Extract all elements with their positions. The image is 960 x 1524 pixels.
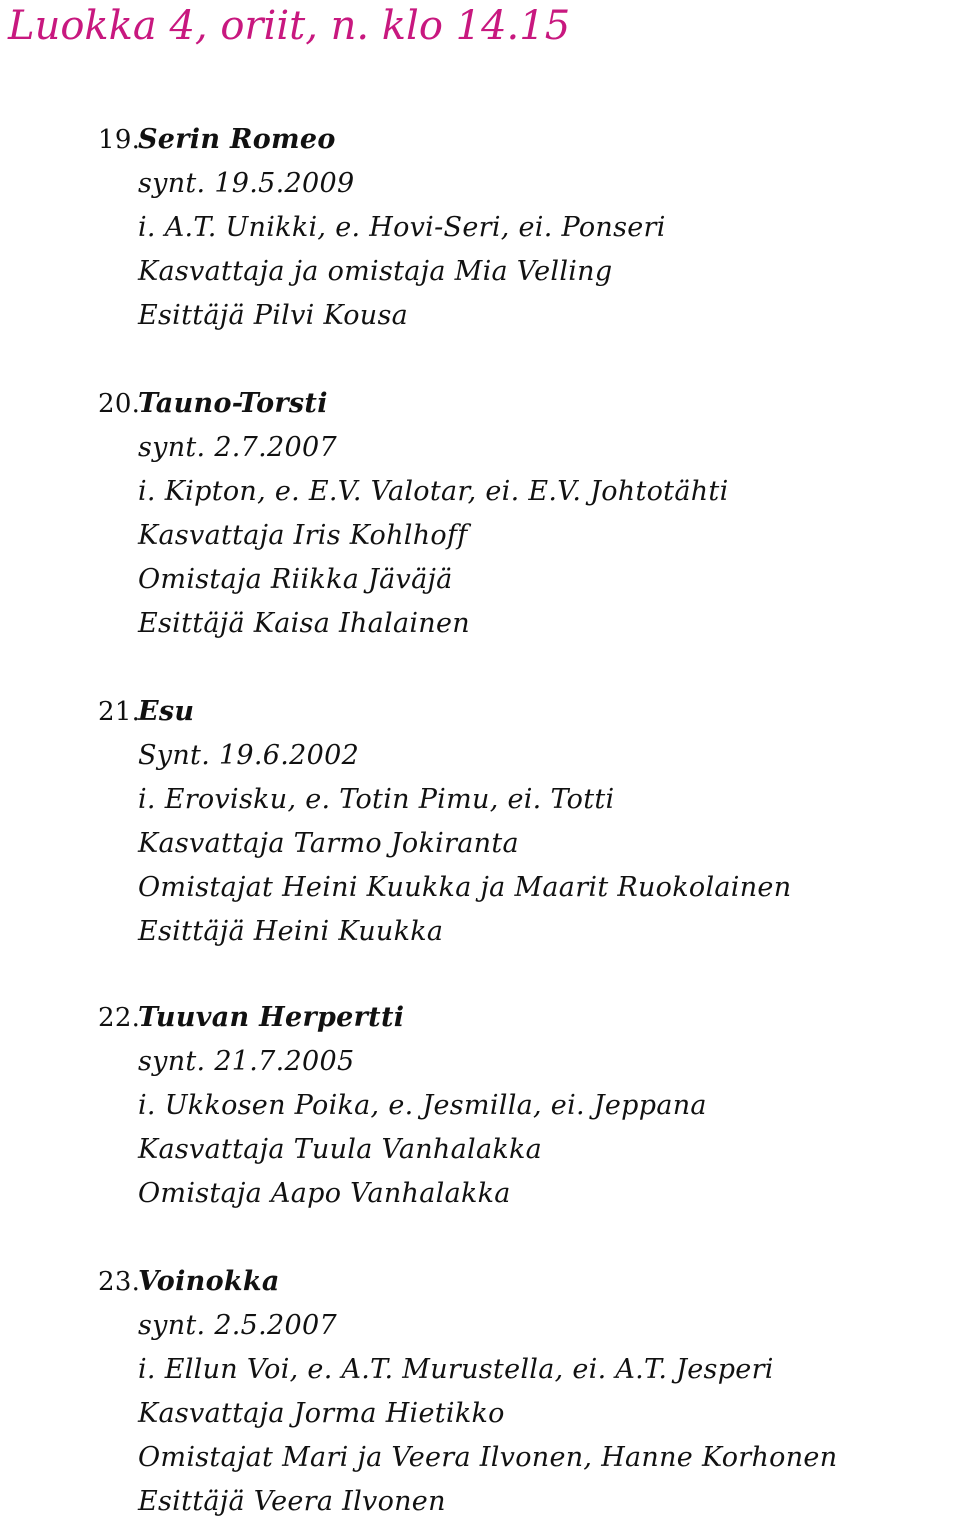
owner: Omistaja Aapo Vanhalakka: [138, 1178, 511, 1209]
breeder: Kasvattaja Iris Kohlhoff: [138, 520, 468, 551]
horse-name: Tuuvan Herpertti: [138, 1002, 405, 1033]
entry-21: [98, 690, 958, 954]
page-title: Luokka 4, oriit, n. klo 14.15: [8, 3, 571, 49]
entry-number: 21.: [98, 697, 141, 727]
entry-22: [98, 996, 958, 1216]
birth-date: synt. 2.7.2007: [138, 432, 337, 463]
horse-name: Esu: [138, 696, 195, 727]
owner: Omistaja Riikka Jäväjä: [138, 564, 453, 595]
pedigree: i. Kipton, e. E.V. Valotar, ei. E.V. Johtotähti: [138, 476, 729, 507]
entry-heading: [98, 996, 958, 1040]
birth-date: synt. 19.5.2009: [138, 168, 355, 199]
breeder: Kasvattaja Jorma Hietikko: [138, 1398, 505, 1429]
owners: Omistajat Mari ja Veera Ilvonen, Hanne Korhonen: [138, 1442, 838, 1473]
pedigree: i. Ellun Voi, e. A.T. Murustella, ei. A.T. Jesperi: [138, 1354, 774, 1385]
birth-date: synt. 21.7.2005: [138, 1046, 355, 1077]
entry-heading: [98, 382, 958, 426]
birth-date: Synt. 19.6.2002: [138, 740, 360, 771]
entry-19: [98, 118, 958, 338]
breeder: Kasvattaja Tuula Vanhalakka: [138, 1134, 543, 1165]
pedigree: i. Erovisku, e. Totin Pimu, ei. Totti: [138, 784, 615, 815]
handler: Esittäjä Heini Kuukka: [138, 916, 444, 947]
breeder: Kasvattaja Tarmo Jokiranta: [138, 828, 519, 859]
pedigree: i. Ukkosen Poika, e. Jesmilla, ei. Jeppana: [138, 1090, 707, 1121]
birth-date: synt. 2.5.2007: [138, 1310, 337, 1341]
pedigree: i. A.T. Unikki, e. Hovi-Seri, ei. Ponseri: [138, 212, 666, 243]
owners: Omistajat Heini Kuukka ja Maarit Ruokolainen: [138, 872, 792, 903]
entry-heading: [98, 1260, 958, 1304]
entry-number: 19.: [98, 125, 141, 155]
entry-number: 23.: [98, 1267, 141, 1297]
breeder-owner: Kasvattaja ja omistaja Mia Velling: [138, 256, 613, 287]
handler: Esittäjä Pilvi Kousa: [138, 300, 409, 331]
entry-number: 22.: [98, 1003, 141, 1033]
entry-23: [98, 1260, 958, 1524]
horse-name: Tauno-Torsti: [138, 388, 328, 419]
entry-20: [98, 382, 958, 646]
handler: Esittäjä Veera Ilvonen: [138, 1486, 446, 1517]
horse-name: Serin Romeo: [138, 124, 336, 155]
entry-heading: [98, 118, 958, 162]
entry-number: 20.: [98, 389, 141, 419]
entry-heading: [98, 690, 958, 734]
horse-name: Voinokka: [138, 1266, 280, 1297]
handler: Esittäjä Kaisa Ihalainen: [138, 608, 470, 639]
